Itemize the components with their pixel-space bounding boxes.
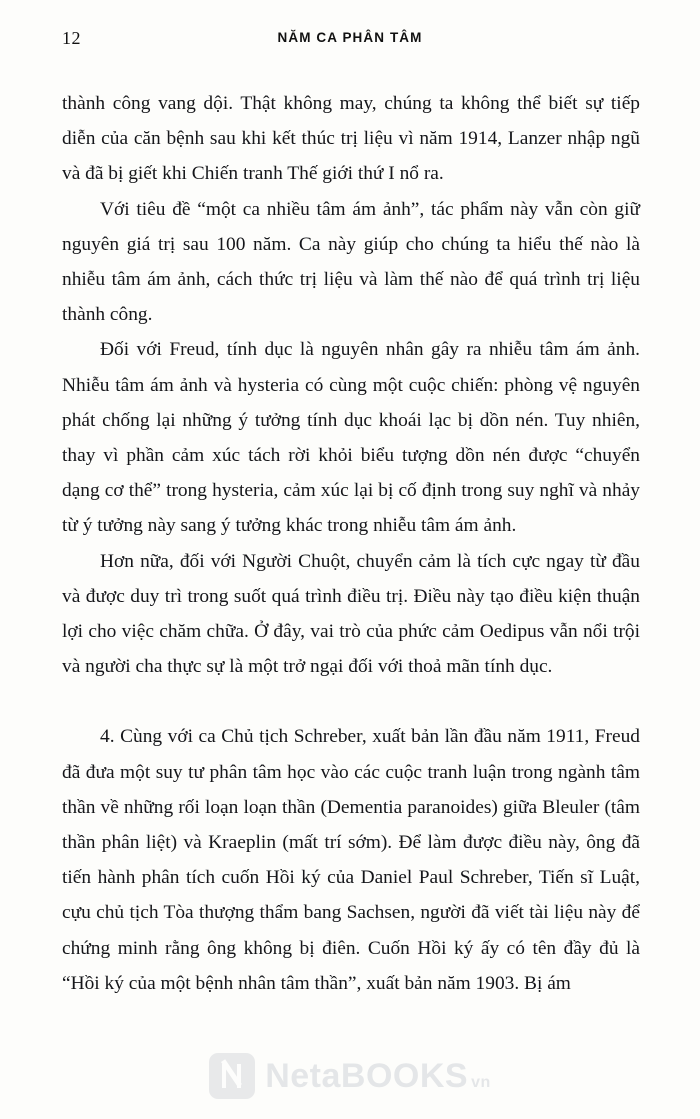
page-header: [62, 28, 638, 52]
paragraph: Với tiêu đề “một ca nhiều tâm ám ảnh”, tác phẩm này vẫn còn giữ nguyên giá trị sau 100 năm. Ca này giúp cho chúng ta hiểu thế nào là nhiễu tâm ám ảnh, cách thức trị liệu và làm thế nào để quá trình trị liệu thành công.: [62, 198, 640, 326]
running-title: NĂM CA PHÂN TÂM: [277, 30, 423, 45]
paragraph: thành công vang dội. Thật không may, chúng ta không thể biết sự tiếp diễn của căn bệnh sau khi kết thúc trị liệu vì năm 1914, Lanzer nhập ngũ và đã bị giết khi Chiến tranh Thế giới thứ I nổ ra.: [62, 93, 640, 185]
paragraph: 4. Cùng với ca Chủ tịch Schreber, xuất bản lần đầu năm 1911, Freud đã đưa một suy tư phân tâm học vào các cuộc tranh luận trong ngành tâm thần về những rối loạn loạn thần (Dementia paranoides) giữa Bleuler (tâm thần phân liệt) và Kraeplin (mất trí sớm). Để làm được điều này, ông đã tiến hành phân tích cuốn Hồi ký của Daniel Paul Schreber, Tiến sĩ Luật, cựu chủ tịch Tòa thượng thẩm bang Sachsen, người đã viết tài liệu này để chứng minh rằng ông không bị điên. Cuốn Hồi ký ấy có tên đầy đủ là “Hồi ký của một bệnh nhân tâm thần”, xuất bản năm 1903. Bị ám: [62, 726, 640, 994]
page-number: 12: [62, 28, 81, 48]
page-body: [62, 86, 640, 1001]
watermark-text: [265, 1057, 491, 1096]
netabooks-n-logo-icon: [209, 1053, 255, 1099]
watermark: [0, 1043, 700, 1109]
paragraph: Đối với Freud, tính dục là nguyên nhân gây ra nhiễu tâm ám ảnh. Nhiễu tâm ám ảnh và hysteria có cùng một cuộc chiến: phòng vệ nguyên phát chống lại những ý tưởng tính dục khoái lạc bị dồn nén. Tuy nhiên, thay vì phần cảm xúc tách rời khỏi biểu tượng dồn nén được “chuyển dạng cơ thể” trong hysteria, cảm xúc lại bị cố định trong suy nghĩ và nhảy từ ý tưởng này sang ý tưởng khác trong nhiễu tâm ám ảnh.: [62, 339, 640, 537]
watermark-suffix: vn: [471, 1073, 491, 1091]
paragraph: Hơn nữa, đối với Người Chuột, chuyển cảm là tích cực ngay từ đầu và được duy trì trong suốt quá trình điều trị. Điều này tạo điều kiện thuận lợi cho việc chăm chữa. Ở đây, vai trò của phức cảm Oedipus vẫn nổi trội và người cha thực sự là một trở ngại đối với thoả mãn tính dục.: [62, 550, 640, 678]
watermark-brand: NetaBOOKS: [265, 1056, 469, 1095]
